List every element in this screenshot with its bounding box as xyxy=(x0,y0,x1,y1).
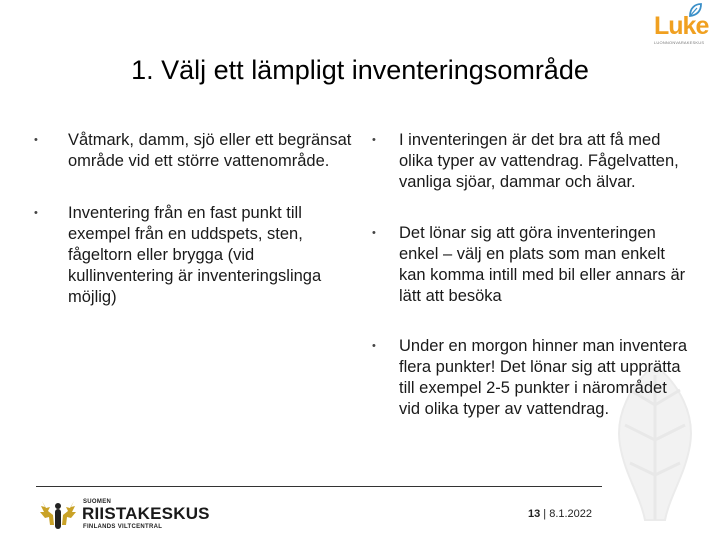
right-bullet-list xyxy=(372,130,692,420)
bullet-icon: • xyxy=(372,227,376,239)
page-number: 13 xyxy=(527,508,541,520)
list-item xyxy=(372,130,692,193)
footer-divider xyxy=(36,486,602,487)
luke-logo xyxy=(650,2,712,48)
bullet-text: I inventeringen är det bra att få med olika typer av vattendrag. Fågelvatten, vanliga sjöar, dammar och älvar. xyxy=(399,131,679,191)
bullet-text: Det lönar sig att göra inventeringen enkel – välj en plats som man enkelt kan komma intill med bil eller annars är lätt att besöka xyxy=(399,224,686,305)
bullet-icon: • xyxy=(372,134,376,146)
bullet-text: Under en morgon hinner man inventera flera punkter! Det lönar sig att upprätta till exempel 2-5 punkter i närområdet vid olika typer av vattendrag. xyxy=(399,337,688,418)
list-item xyxy=(34,203,352,308)
bullet-icon: • xyxy=(34,134,38,146)
riistakeskus-logo xyxy=(36,497,216,535)
list-item xyxy=(372,223,692,307)
slide-title: 1. Välj ett lämpligt inventeringsområde xyxy=(131,55,589,85)
luke-wordmark: Luke xyxy=(654,12,709,40)
riistakeskus-line2: FINLANDS VILTCENTRAL xyxy=(83,524,163,530)
bullet-icon: • xyxy=(34,207,38,219)
left-bullet-list xyxy=(34,130,352,308)
page-footer xyxy=(500,507,620,521)
list-item xyxy=(372,336,692,420)
footer-date: 8.1.2022 xyxy=(549,508,593,520)
footer-separator: | xyxy=(540,508,550,520)
bullet-text: Våtmark, damm, sjö eller ett begränsat område vid ett större vattenområde. xyxy=(68,131,352,170)
bullet-text: Inventering från en fast punkt till exempel från en uddspets, sten, fågeltorn eller brygga (vid kullinventering är inventeringslinga möjlig) xyxy=(68,204,322,306)
riistakeskus-name: RIISTAKESKUS xyxy=(82,504,210,523)
riistakeskus-line1: SUOMEN xyxy=(83,499,112,505)
bullet-icon: • xyxy=(372,340,376,352)
list-item xyxy=(34,130,352,172)
luke-tagline: LUONNONVARAKESKUS xyxy=(654,40,705,45)
antlers-icon xyxy=(36,497,80,533)
